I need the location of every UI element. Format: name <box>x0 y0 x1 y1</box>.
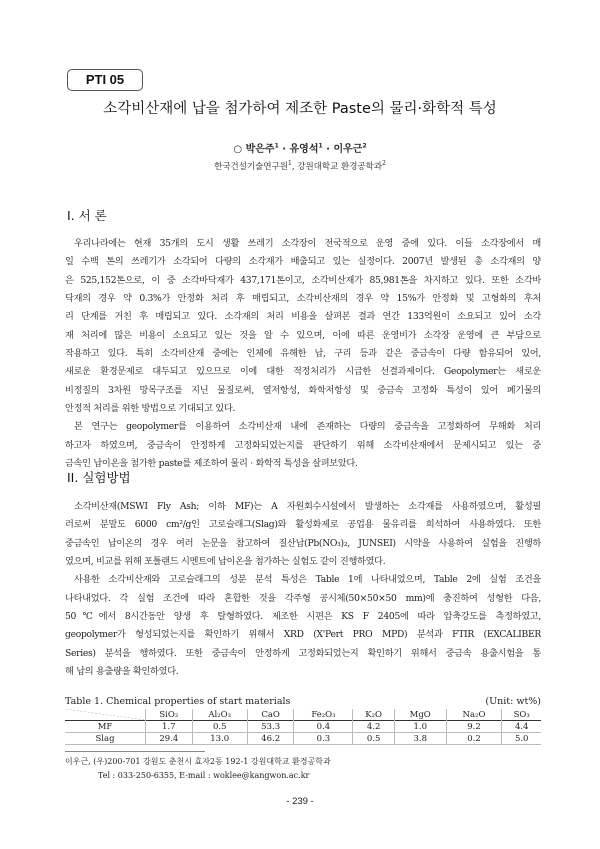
text-line: 사용한 소각비산재와 고로슬래그의 성분 분석 특성은 Table 1에 나타내었으며, Table 2에 실험 조건을 <box>74 574 541 586</box>
introduction-body <box>65 235 541 473</box>
table-cell: 1.7 <box>146 721 193 733</box>
table-cell: 9.2 <box>446 721 502 733</box>
text-line: 안정적 처리를 위한 방법으로 기대되고 있다. <box>65 403 236 415</box>
text-line: 하고자 하였으며, 중금속이 안정하게 고정화되었는지를 판단하기 위해 소각비산재에서 문제시되고 있는 중 <box>65 439 541 451</box>
table-cell: 46.2 <box>247 733 294 745</box>
table-unit: (Unit: wt%) <box>485 696 541 707</box>
text-line: Series) 분석을 행하였다. 또한 중금속이 안정하게 고정화되었는지 확인하기 위해서 중금속 용출시험을 통 <box>65 647 541 659</box>
table-caption <box>65 696 541 707</box>
affiliation: 한국건설기술연구원 <box>214 162 289 172</box>
affiliations <box>0 160 600 172</box>
column-header: SO₃ <box>502 709 541 721</box>
table-cell: 0.2 <box>446 733 502 745</box>
text-line: 소각비산재(MSWI Fly Ash; 이하 MF)는 A 자원회수시설에서 발생하는 소각재를 사용하였으며, 활성필 <box>74 501 541 512</box>
text-line: 금속인 납이온을 첨가한 paste를 제조하여 물리 · 화학적 특성을 살펴보았다. <box>65 458 358 470</box>
table-cell: 53.3 <box>247 721 294 733</box>
section-heading-methods: II. 실험방법 <box>67 470 131 485</box>
text-line: 중금속인 납이온의 경우 여러 논문을 참고하여 질산납(Pb(NO₃)₂, JUNSEI) 시약을 사용하여 실험을 진행하 <box>65 537 541 549</box>
column-header: Fe₂O₃ <box>294 709 353 721</box>
footnote-contact: Tel : 033-250-6355, E-mail : woklee@kangwon.ac.kr <box>98 771 310 780</box>
affiliation: , 강원대학교 환경공학과 <box>291 162 383 172</box>
section-heading-introduction: I. 서 론 <box>67 208 107 223</box>
footnote-divider <box>65 751 205 752</box>
corner-cell <box>65 709 146 721</box>
authors <box>0 140 600 155</box>
row-label: MF <box>97 721 113 732</box>
text-line: 본 연구는 geopolymer를 이용하여 소각비산재 내에 존재하는 다량의 중금속을 고정화하여 무해화 처리 <box>74 421 541 433</box>
author: 박은주 <box>245 144 275 155</box>
text-line: 은 525,152톤으로, 이 중 소각바닥재가 437,171톤이고, 소각비산재가 85,981톤을 차지하고 있다. 또한 소각바 <box>65 274 541 286</box>
column-header: SiO₂ <box>146 709 193 721</box>
text-line: 50℃에서 8시간동안 양생 후 탈형하였다. 제조한 시편은 KS F 2405에 따라 압축강도를 측정하였고, <box>65 611 541 623</box>
table-cell: 4.2 <box>353 721 394 733</box>
text-line: geopolymer가 형성되었는지를 확인하기 위해서 XRD (X'Pert PRO MPD) 분석과 FTIR (EXCALIBER <box>65 629 541 641</box>
text-line: 해 납의 용출량을 확인하였다. <box>65 666 179 678</box>
methods-body <box>65 498 541 681</box>
affiliation-sup: 2 <box>382 160 386 168</box>
separator: · <box>278 144 290 155</box>
column-header: K₂O <box>353 709 394 721</box>
presenter-mark: ○ <box>233 144 243 155</box>
affiliation-sup: 1 <box>288 160 292 168</box>
text-line: 비정질의 3차원 망목구조를 지닌 물질로써, 열저항성, 화학저항성 및 중금속 고정화 특성이 있어 폐기물의 <box>65 384 541 396</box>
page-number: - 239 - <box>286 796 314 807</box>
table-cell: 0.4 <box>294 721 353 733</box>
column-header: CaO <box>247 709 294 721</box>
table-cell: 0.3 <box>294 733 353 745</box>
author-sup: 1 <box>274 142 279 150</box>
table-cell: 5.0 <box>502 733 541 745</box>
separator: · <box>322 144 334 155</box>
text-line: 닥재의 경우 약 0.3%가 안정화 처리 후 매립되고, 소각비산재의 경우 약 15%가 안정화 및 고형화의 후처 <box>65 293 541 305</box>
table-cell: 3.8 <box>394 733 446 745</box>
text-line: 일 수백 톤의 쓰레기가 소각되어 다량의 소각재가 배출되고 있는 실정이다. 2007년 발생된 총 소각재의 양 <box>65 256 541 268</box>
table-cell: 29.4 <box>146 733 193 745</box>
table-title: Table 1. Chemical properties of start materials <box>65 696 291 707</box>
column-header: Al₂O₃ <box>192 709 247 721</box>
table-cell: 13.0 <box>192 733 247 745</box>
author: 이우근 <box>333 144 363 155</box>
table-cell: 4.4 <box>502 721 541 733</box>
table-cell: 0.5 <box>353 733 394 745</box>
footnote-address: 이우근, (우)200-701 강원도 춘천시 효자2동 192-1 강원대학교 환경공학과 <box>65 757 331 766</box>
text-line: 우리나라에는 현재 35개의 도시 생활 쓰레기 소각장이 전국적으로 운영 중에 있다. 이들 소각장에서 매 <box>74 238 541 249</box>
text-line: 새로운 환경문제로 대두되고 있으므로 이에 대한 적정처리가 시급한 선결과제이다. Geopolymer는 새로운 <box>65 366 541 378</box>
table-header-row <box>65 709 541 721</box>
column-header: Na₂O <box>446 709 502 721</box>
text-line: 나타내었다. 각 실험 조건에 따라 혼합한 것을 각주형 공시체(50×50×50 mm)에 충진하여 성형한 다음, <box>65 592 541 604</box>
table-cell: 1.0 <box>394 721 446 733</box>
table-row <box>65 721 541 733</box>
text-line: 리 단계를 거친 후 매립되고 있다. 소각재의 처리 비용을 살펴본 결과 연간 133억원이 소요되고 있어 소각 <box>65 311 541 323</box>
text-line: 였으며, 비교를 위해 포틀랜드 시멘트에 납이온을 첨가하는 실험도 같이 진행하였다. <box>65 556 386 568</box>
text-line: 재 처리에 많은 비용이 소요되고 있는 것을 알 수 있으며, 이에 따른 운영비가 소각장 운영에 큰 부담으로 <box>65 329 541 341</box>
row-label: Slag <box>95 733 115 744</box>
paper-title: 소각비산재에 납을 첨가하여 제조한 Paste의 물리·화학적 특성 <box>103 101 497 117</box>
author: 유영석 <box>289 144 319 155</box>
author-sup: 2 <box>362 142 367 150</box>
table-row <box>65 733 541 745</box>
text-line: 러로써 분말도 6000 cm²/g인 고로슬래그(Slag)와 활성화제로 공업용 물유리를 희석하여 사용하였다. 또한 <box>65 519 541 531</box>
author-sup: 1 <box>318 142 323 150</box>
chemical-properties-table <box>65 709 541 745</box>
session-badge: PTI 05 <box>67 69 143 91</box>
table-cell: 0.5 <box>192 721 247 733</box>
text-line: 작용하고 있다. 특히 소각비산재 중에는 인체에 유해한 납, 구리 등과 같은 중금속이 다량 함유되어 있어, <box>65 348 541 360</box>
column-header: MgO <box>394 709 446 721</box>
